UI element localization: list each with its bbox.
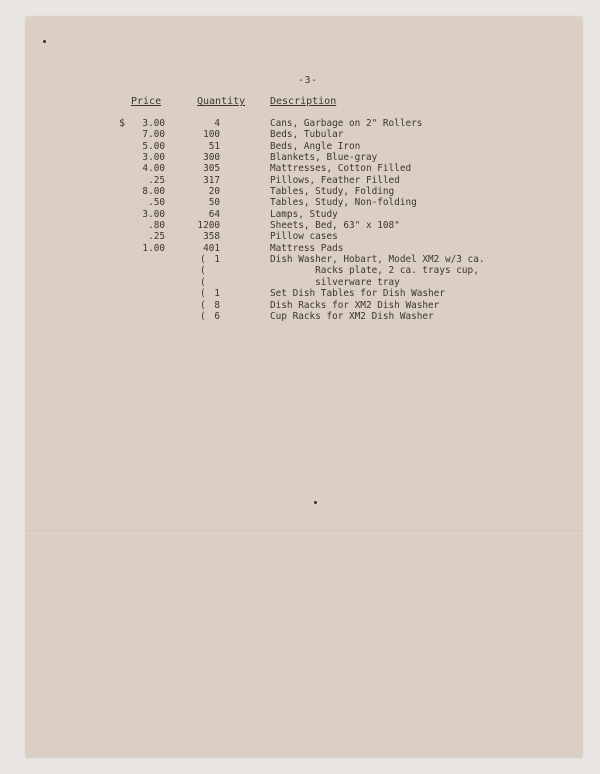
paper-speck bbox=[43, 40, 46, 43]
bracket-mark: ( bbox=[200, 265, 206, 277]
description-cell: Cup Racks for XM2 Dish Washer bbox=[270, 310, 434, 322]
price-cell: 8.00 bbox=[142, 186, 165, 198]
description-cell: silverware tray bbox=[270, 276, 400, 288]
price-cell: 4.00 bbox=[142, 163, 165, 175]
quantity-cell: 51 bbox=[208, 140, 220, 152]
price-cell: 1.00 bbox=[142, 242, 165, 254]
table-row bbox=[0, 231, 600, 242]
price-cell: 3.00 bbox=[142, 152, 165, 164]
bracket-mark: ( bbox=[200, 288, 206, 300]
quantity-cell: 305 bbox=[203, 163, 220, 175]
quantity-cell: 300 bbox=[203, 152, 220, 164]
table-row bbox=[0, 300, 600, 311]
price-header: Price bbox=[131, 96, 162, 107]
table-row bbox=[0, 220, 600, 231]
price-cell: 5.00 bbox=[142, 140, 165, 152]
quantity-cell: 100 bbox=[203, 129, 220, 141]
table-row bbox=[0, 288, 600, 299]
description-cell: Set Dish Tables for Dish Washer bbox=[270, 288, 445, 300]
description-header: Description bbox=[270, 96, 337, 107]
bracket-mark: ( bbox=[200, 276, 206, 288]
quantity-cell: 50 bbox=[208, 197, 220, 209]
quantity-cell: 6 bbox=[214, 310, 220, 322]
inventory-list bbox=[0, 118, 600, 322]
table-row bbox=[0, 152, 600, 163]
description-cell: Lamps, Study bbox=[270, 208, 338, 220]
description-cell: Pillow cases bbox=[270, 231, 338, 243]
description-cell: Cans, Garbage on 2" Rollers bbox=[270, 118, 423, 129]
bracket-mark: ( bbox=[200, 299, 206, 311]
description-cell: Blankets, Blue-gray bbox=[270, 152, 378, 164]
description-cell: Beds, Angle Iron bbox=[270, 140, 361, 152]
table-row bbox=[0, 254, 600, 265]
price-cell: .50 bbox=[148, 197, 165, 209]
price-cell: .80 bbox=[148, 220, 165, 232]
table-row bbox=[0, 129, 600, 140]
table-row bbox=[0, 311, 600, 322]
table-row bbox=[0, 186, 600, 197]
table-row bbox=[0, 118, 600, 129]
price-cell: .25 bbox=[148, 231, 165, 243]
table-row bbox=[0, 197, 600, 208]
price-cell: 3.00 bbox=[142, 208, 165, 220]
description-cell: Mattress Pads bbox=[270, 242, 344, 254]
quantity-cell: 358 bbox=[203, 231, 220, 243]
quantity-cell: 64 bbox=[208, 208, 220, 220]
table-row bbox=[0, 141, 600, 152]
bracket-mark: ( bbox=[200, 254, 206, 266]
description-cell: Pillows, Feather Filled bbox=[270, 174, 400, 186]
table-row bbox=[0, 265, 600, 276]
quantity-header: Quantity bbox=[197, 96, 246, 107]
table-row bbox=[0, 243, 600, 254]
description-cell: Mattresses, Cotton Filled bbox=[270, 163, 412, 175]
quantity-cell: 20 bbox=[208, 186, 220, 198]
table-row bbox=[0, 209, 600, 220]
quantity-cell: 317 bbox=[203, 174, 220, 186]
paper-speck bbox=[314, 501, 317, 504]
description-cell: Dish Washer, Hobart, Model XM2 w/3 ca. bbox=[270, 254, 485, 266]
quantity-cell: 4 bbox=[214, 118, 220, 129]
quantity-cell: 8 bbox=[214, 299, 220, 311]
description-cell: Beds, Tubular bbox=[270, 129, 344, 141]
table-row bbox=[0, 163, 600, 174]
page-fold bbox=[26, 530, 582, 531]
description-cell: Racks plate, 2 ca. trays cup, bbox=[270, 265, 479, 277]
description-cell: Sheets, Bed, 63" x 108" bbox=[270, 220, 400, 232]
quantity-cell: 1200 bbox=[197, 220, 220, 232]
page-number: -3- bbox=[298, 75, 318, 86]
price-cell: 3.00 bbox=[142, 118, 165, 129]
quantity-cell: 1 bbox=[214, 254, 220, 266]
bracket-mark: ( bbox=[200, 310, 206, 322]
quantity-cell: 1 bbox=[214, 288, 220, 300]
table-row bbox=[0, 175, 600, 186]
price-cell: .25 bbox=[148, 174, 165, 186]
currency-symbol: $ bbox=[119, 118, 126, 129]
table-row bbox=[0, 277, 600, 288]
price-cell: 7.00 bbox=[142, 129, 165, 141]
description-cell: Tables, Study, Folding bbox=[270, 186, 395, 198]
quantity-cell: 401 bbox=[203, 242, 220, 254]
description-cell: Tables, Study, Non-folding bbox=[270, 197, 417, 209]
description-cell: Dish Racks for XM2 Dish Washer bbox=[270, 299, 440, 311]
